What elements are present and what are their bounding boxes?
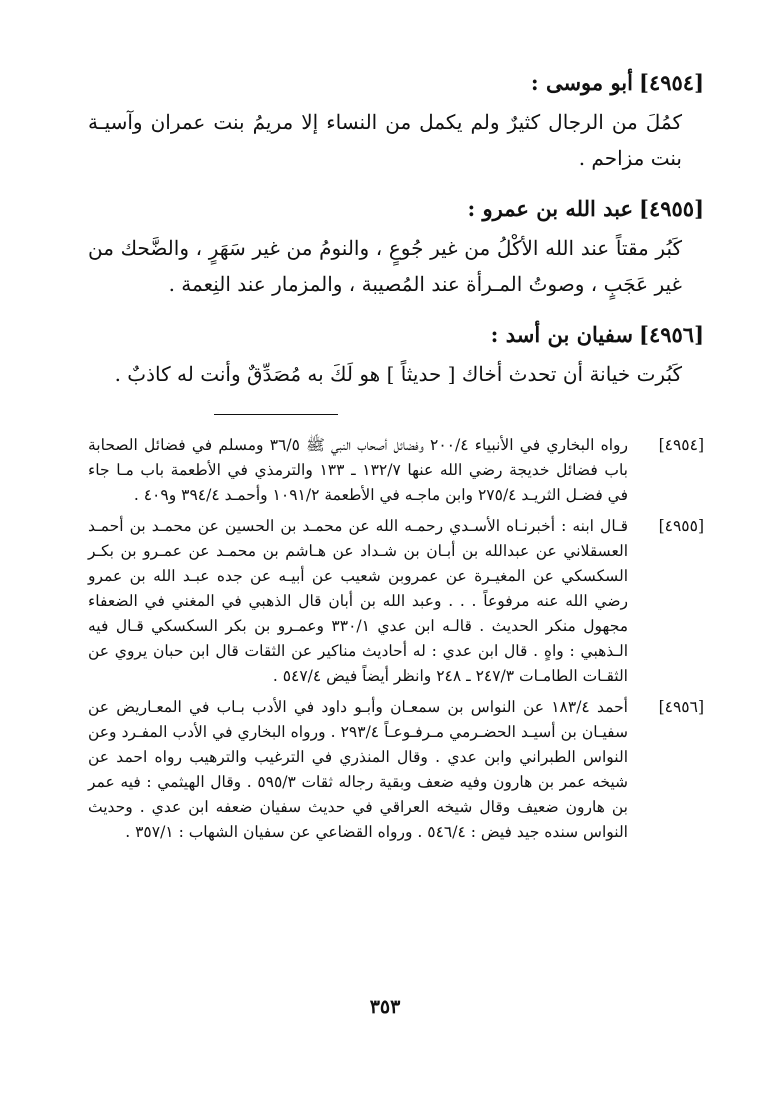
entry-4954 <box>88 66 704 176</box>
entry-number: [٤٩٥٥] <box>639 196 704 221</box>
entry-narrator: أبو موسى : <box>530 70 633 95</box>
footnote-4954 <box>88 433 704 508</box>
entry-narrator: عبد الله بن عمرو : <box>467 196 633 221</box>
page-number: ٣٥٣ <box>369 996 401 1018</box>
page-content <box>88 66 704 851</box>
entry-number: [٤٩٥٦] <box>639 322 704 347</box>
footnote-4956 <box>88 695 704 845</box>
footnote-text: قـال ابنه : أخبرنـاه الأسـدي رحمـه الله عن محمـد بن الحسين عن محمـد بن أحمـد العسقلاني عن عبدالله بن أبـان بن شـداد عن هـاشم بن محمـد عن عمـرو بن بكـر السكسكي عن المغيـرة عن عمروبن شعيب عن أبيـه عن جده عبـد الله بن عمرو رضي الله عنه مرفوعاً . . . وعبد الله بن أبان قال الذهبي في المغني في الضعفاء مجهول منكر الحديث . قالـه ابن عدي ٣٣٠/١ وعمـرو بن بكر السكسكي قـال فيه الـذهبي : واهٍ . قال ابن عدي : له أحاديث مناكير عن الثقات قال ابن حبان يروي عن الثقـات الطامـات ٢٤٧/٣ ـ ٢٤٨ وانظر أيضاً فيض ٥٤٧/٤ . <box>88 517 629 685</box>
entry-text: كمُلَ من الرجال كثيرٌ ولم يكمل من النساء إلا مريمُ بنت عمران وآسيـة بنت مزاحم . <box>88 110 682 170</box>
entry-4956 <box>88 318 704 392</box>
entry-heading <box>88 192 704 226</box>
footnote-number: [٤٩٥٦] <box>658 698 704 716</box>
footnotes <box>88 433 704 845</box>
footnote-number: [٤٩٥٥] <box>658 517 704 535</box>
footnote-separator <box>214 414 338 415</box>
entry-text: كَبُرت خيانة أن تحدث أخاك [ حديثاً ] هو لَكَ به مُصَدِّقٌ وأنت له كاذبٌ . <box>114 362 682 386</box>
footnote-number: [٤٩٥٤] <box>658 436 704 454</box>
entry-heading <box>88 318 704 352</box>
entry-heading <box>88 66 704 100</box>
footnote-text: أحمد ١٨٣/٤ عن النواس بن سمعـان وأبـو داود في الأدب بـاب في المعـاريض عن سفيـان بن أسيـد الحضـرمي مـرفـوعـاً ٢٩٣/٤ . ورواه البخاري في الأدب المفـرد وعن النواس الطبراني وابن عدي . وقال المنذري في الترغيب والترهيب رواه احمد عن شيخه عمر بن هارون وفيه ضعف وبقية رجاله ثقات ٥٩٥/٣ . وقال الهيثمي : فيه عمر بن هارون ضعيف وقال شيخه العراقي في حديث سفيان ضعفه ابن عدي . وحديث النواس سنده جيد فيض : ٥٤٦/٤ . ورواه القضاعي عن سفيان الشهاب : ٣٥٧/١ . <box>88 698 628 841</box>
footnote-text: رواه البخاري في الأنبياء ٢٠٠/٤ وفضائل أصحاب النبي ﷺ ٣٦/٥ ومسلم في فضائل الصحابة باب فضائل خديجة رضي الله عنها ١٣٢/٧ ـ ١٣٣ والترمذي في الأطعمة باب مـا جاء في فضـل الثريـد ٢٧٥/٤ وابن ماجـه في الأطعمة ١٠٩١/٢ وأحمـد ٣٩٤/٤ و٤٠٩ . <box>88 436 628 504</box>
entry-narrator: سفيان بن أسد : <box>490 322 633 347</box>
entry-number: [٤٩٥٤] <box>639 70 704 95</box>
footnote-4955 <box>88 514 704 689</box>
entry-text: كَبُر مقتاً عند الله الأكْلُ من غير جُوعٍ ، والنومُ من غير سَهَرٍ ، والضَّحك من غير عَجَبٍ ، وصوتُ المـرأة عند المُصيبة ، والمزمار عند النِعمة . <box>88 236 682 296</box>
entry-4955 <box>88 192 704 302</box>
